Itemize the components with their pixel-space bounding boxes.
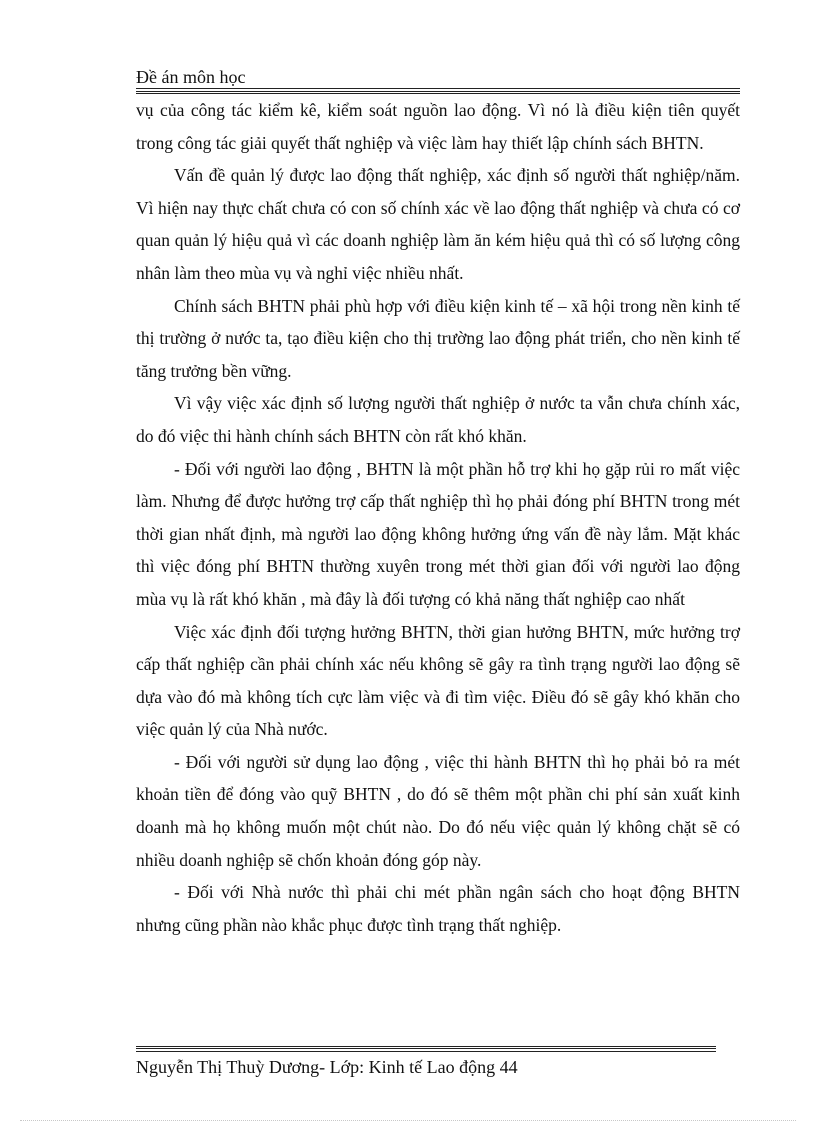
paragraph-7: - Đối với người sử dụng lao động , việc thi hành BHTN thì họ phải bỏ ra mét khoản tiền để đóng vào quỹ BHTN , do đó sẽ thêm một phần chi phí sản xuất kinh doanh mà họ không muốn một chút nào. Do đó nếu việc quản lý không chặt sẽ có nhiều doanh nghiệp sẽ chốn khoản đóng góp này. [136,751,740,870]
page-bottom-edge [20,1120,796,1121]
document-body [136,94,740,941]
paragraph-8: - Đối với Nhà nước thì phải chi mét phần ngân sách cho hoạt động BHTN nhưng cũng phần nào khắc phục được tình trạng thất nghiệp. [136,882,740,935]
paragraph-2: Vấn đề quản lý được lao động thất nghiệp, xác định số người thất nghiệp/năm. Vì hiện nay thực chất chưa có con số chính xác về lao động thất nghiệp và chưa có cơ quan quản lý hiệu quả vì các doanh nghiệp làm ăn kém hiệu quả thì có số lượng công nhân làm theo mùa vụ và nghỉ việc nhiều nhất. [136,165,740,283]
page-footer-author: Nguyễn Thị Thuỳ Dương- Lớp: Kinh tế Lao động 44 [136,1057,518,1077]
paragraph-3: Chính sách BHTN phải phù hợp với điều kiện kinh tế – xã hội trong nền kinh tế thị trường ở nước ta, tạo điều kiện cho thị trường lao động phát triển, cho nền kinh tế tăng trưởng bền vững. [136,295,740,381]
page-header-title: Đề án môn học [136,67,246,87]
paragraph-5: - Đối với người lao động , BHTN là một phần hỗ trợ khi họ gặp rủi ro mất việc làm. Nhưng để được hưởng trợ cấp thất nghiệp thì họ phải đóng phí BHTN trong mét thời gian nhất định, mà người lao động không hưởng ứng vấn đề này lắm. Mặt khác thì việc đóng phí BHTN thường xuyên trong mét thời gian đối với người lao động mùa vụ là rất khó khăn , mà đây là đối tượng có khả năng thất nghiệp cao nhất [136,458,740,609]
paragraph-1: vụ của công tác kiểm kê, kiểm soát nguồn lao động. Vì nó là điều kiện tiên quyết trong công tác giải quyết thất nghiệp và việc làm hay thiết lập chính sách BHTN. [136,100,740,153]
paragraph-4: Vì vậy việc xác định số lượng người thất nghiệp ở nước ta vẫn chưa chính xác, do đó việc thi hành chính sách BHTN còn rất khó khăn. [136,393,740,446]
paragraph-6: Việc xác định đối tượng hưởng BHTN, thời gian hưởng BHTN, mức hưởng trợ cấp thất nghiệp cần phải chính xác nếu không sẽ gây ra tình trạng người lao động sẽ dựa vào đó mà không tích cực làm việc và đi tìm việc. Điều đó sẽ gây khó khăn cho việc quản lý của Nhà nước. [136,621,740,740]
footer-divider [136,1046,716,1052]
